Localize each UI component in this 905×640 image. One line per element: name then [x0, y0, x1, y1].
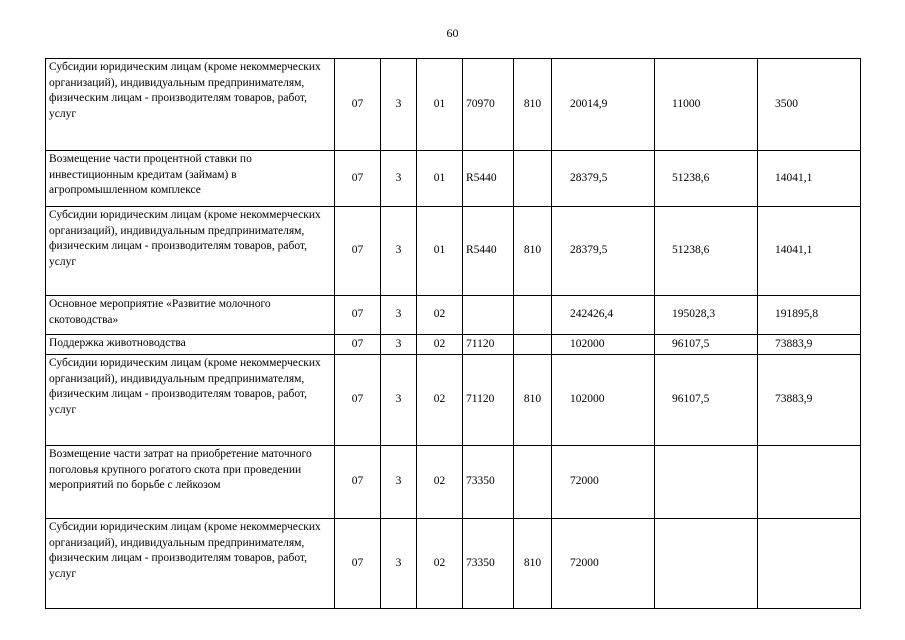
table-row	[46, 355, 861, 446]
amount-year-2: 96107,5	[655, 335, 758, 355]
table-row	[46, 207, 861, 296]
table-row	[46, 296, 861, 335]
section-code: 07	[335, 446, 381, 519]
row-name: Возмещение части затрат на приобретение маточного поголовья крупного рогатого скота при проведении мероприятий по борьбе с лейкозом	[46, 446, 335, 519]
section-code: 07	[335, 207, 381, 296]
direction-code: R5440	[463, 151, 514, 207]
amount-year-3: 73883,9	[758, 335, 861, 355]
subprogram-code: 3	[381, 519, 417, 609]
amount-year-3	[758, 446, 861, 519]
amount-year-1: 28379,5	[552, 207, 655, 296]
subprogram-code: 3	[381, 446, 417, 519]
row-name: Субсидии юридическим лицам (кроме некоммерческих организаций), индивидуальным предпринимателям, физическим лицам - производителям товаров, работ, услуг	[46, 355, 335, 446]
table-row	[46, 335, 861, 355]
event-code: 02	[417, 446, 463, 519]
amount-year-1: 28379,5	[552, 151, 655, 207]
section-code: 07	[335, 151, 381, 207]
subprogram-code: 3	[381, 355, 417, 446]
amount-year-2: 51238,6	[655, 207, 758, 296]
expense-type-code	[514, 446, 552, 519]
subprogram-code: 3	[381, 59, 417, 151]
row-name: Субсидии юридическим лицам (кроме некоммерческих организаций), индивидуальным предпринимателям, физическим лицам - производителям товаров, работ, услуг	[46, 519, 335, 609]
direction-code: 73350	[463, 519, 514, 609]
row-name: Основное мероприятие «Развитие молочного скотоводства»	[46, 296, 335, 335]
subprogram-code: 3	[381, 335, 417, 355]
amount-year-3: 14041,1	[758, 151, 861, 207]
event-code: 01	[417, 207, 463, 296]
amount-year-1: 72000	[552, 519, 655, 609]
direction-code: 70970	[463, 59, 514, 151]
amount-year-3: 3500	[758, 59, 861, 151]
amount-year-2: 195028,3	[655, 296, 758, 335]
expense-type-code: 810	[514, 207, 552, 296]
event-code: 01	[417, 151, 463, 207]
direction-code: 71120	[463, 335, 514, 355]
row-name: Субсидии юридическим лицам (кроме некоммерческих организаций), индивидуальным предпринимателям, физическим лицам - производителям товаров, работ, услуг	[46, 207, 335, 296]
amount-year-2	[655, 446, 758, 519]
subprogram-code: 3	[381, 296, 417, 335]
expense-type-code: 810	[514, 355, 552, 446]
amount-year-1: 102000	[552, 335, 655, 355]
amount-year-1: 20014,9	[552, 59, 655, 151]
amount-year-1: 102000	[552, 355, 655, 446]
amount-year-2	[655, 519, 758, 609]
section-code: 07	[335, 519, 381, 609]
table-row	[46, 446, 861, 519]
table-row	[46, 519, 861, 609]
expense-type-code: 810	[514, 519, 552, 609]
event-code: 02	[417, 355, 463, 446]
amount-year-3: 73883,9	[758, 355, 861, 446]
expense-type-code: 810	[514, 59, 552, 151]
subprogram-code: 3	[381, 151, 417, 207]
amount-year-2: 51238,6	[655, 151, 758, 207]
direction-code: R5440	[463, 207, 514, 296]
table-row	[46, 59, 861, 151]
expense-type-code	[514, 296, 552, 335]
amount-year-2: 96107,5	[655, 355, 758, 446]
event-code: 02	[417, 296, 463, 335]
expense-type-code	[514, 151, 552, 207]
amount-year-1: 72000	[552, 446, 655, 519]
direction-code: 71120	[463, 355, 514, 446]
budget-table	[45, 58, 861, 609]
subprogram-code: 3	[381, 207, 417, 296]
row-name: Поддержка животноводства	[46, 335, 335, 355]
amount-year-3	[758, 519, 861, 609]
amount-year-3: 14041,1	[758, 207, 861, 296]
event-code: 01	[417, 59, 463, 151]
event-code: 02	[417, 519, 463, 609]
amount-year-2: 11000	[655, 59, 758, 151]
amount-year-1: 242426,4	[552, 296, 655, 335]
row-name: Субсидии юридическим лицам (кроме некоммерческих организаций), индивидуальным предпринимателям, физическим лицам - производителям товаров, работ, услуг	[46, 59, 335, 151]
expense-type-code	[514, 335, 552, 355]
direction-code	[463, 296, 514, 335]
table-row	[46, 151, 861, 207]
row-name: Возмещение части процентной ставки по инвестиционным кредитам (займам) в агропромышленном комплексе	[46, 151, 335, 207]
section-code: 07	[335, 355, 381, 446]
page-number: 60	[446, 26, 459, 40]
amount-year-3: 191895,8	[758, 296, 861, 335]
section-code: 07	[335, 296, 381, 335]
direction-code: 73350	[463, 446, 514, 519]
section-code: 07	[335, 335, 381, 355]
section-code: 07	[335, 59, 381, 151]
event-code: 02	[417, 335, 463, 355]
